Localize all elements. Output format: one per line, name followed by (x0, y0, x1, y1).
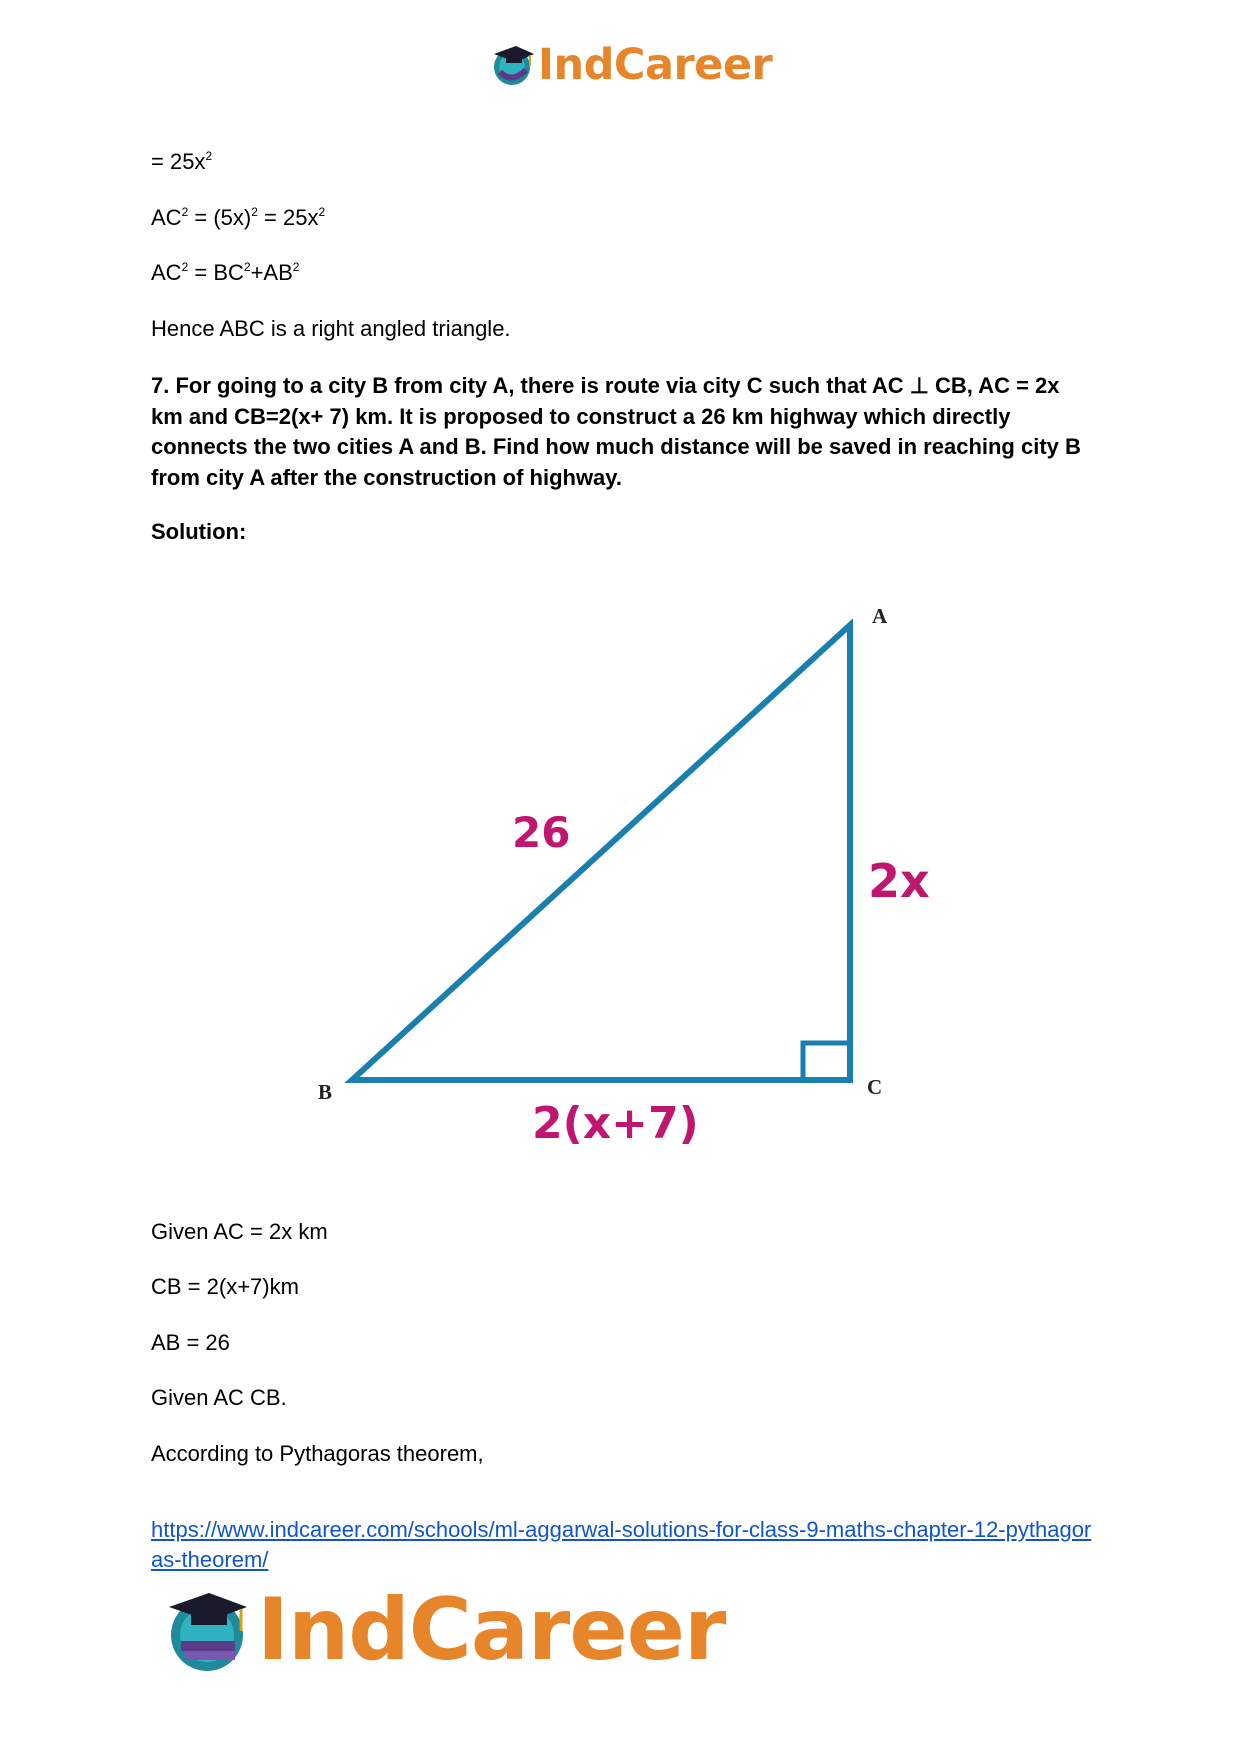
given-line-2: CB = 2(x+7)km (151, 1274, 299, 1299)
equation-line-1: = $25x^2$ (151, 149, 213, 174)
solution-label: Solution: (151, 519, 247, 544)
vertex-b-label: B (318, 1080, 333, 1104)
base-side-label: 2(x+7) (532, 1098, 699, 1149)
equation-line-3: $AC^2 = BC^2+AB^2$ (151, 260, 300, 285)
equation-line-2: $AC^2 = (5x)^2 = 25x^2$ (151, 205, 326, 230)
theorem-line: According to Pythagoras theorem, (151, 1441, 484, 1466)
graduation-cap-books-icon (163, 1585, 253, 1675)
right-angle-marker (803, 1043, 850, 1080)
right-triangle-figure (300, 595, 940, 1155)
source-link[interactable]: https://www.indcareer.com/schools/ml-aggarwal-solutions-for-class-9-maths-chapter-12-pythagoras-theorem/ (151, 1517, 1092, 1572)
graduation-cap-globe-icon (490, 42, 536, 88)
hypotenuse-label: 26 (512, 808, 571, 857)
conclusion-line: Hence ABC is a right angled triangle. (151, 316, 511, 341)
triangle-outline (352, 625, 850, 1080)
question-7: 7. For going to a city B from city A, there is route via city C such that AC ⊥ CB, AC = 2x km and CB=2(x+ 7) km. It is proposed to construct a 26 km highway which directly connects the two cities A and B. Find how much distance will be saved in reaching city B from city A after the construction of highway. (151, 373, 1081, 490)
header-logo-text: IndCareer (538, 40, 773, 90)
header-logo (490, 40, 772, 90)
vertical-side-label: 2x (868, 854, 930, 908)
vertex-a-label: A (872, 604, 888, 628)
given-line-1: Given AC = 2x km (151, 1219, 328, 1244)
footer-logo-text: IndCareer (257, 1580, 726, 1680)
given-line-4: Given AC CB. (151, 1385, 287, 1410)
given-line-3: AB = 26 (151, 1330, 230, 1355)
footer-logo (163, 1580, 725, 1680)
vertex-c-label: C (867, 1075, 883, 1099)
